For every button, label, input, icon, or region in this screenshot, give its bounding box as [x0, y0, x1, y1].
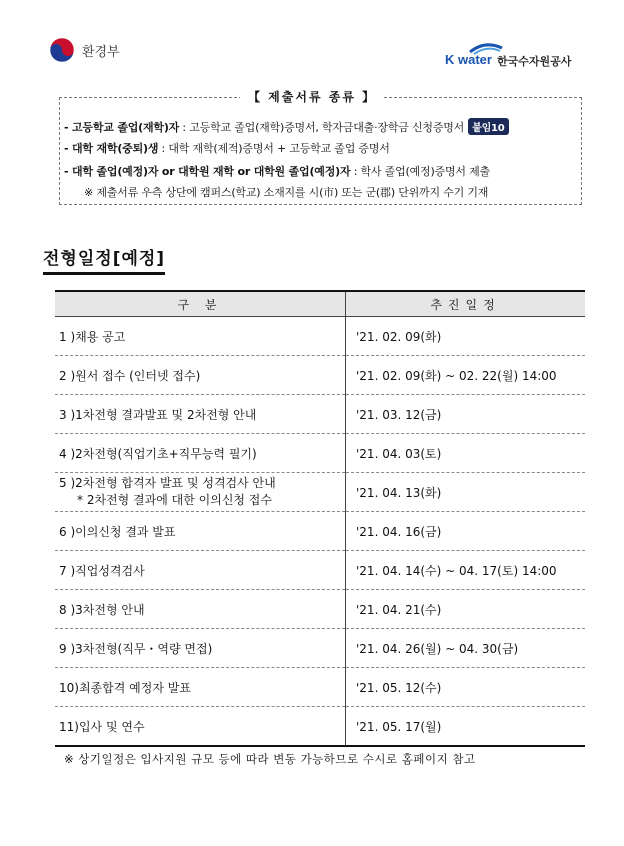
date-cell: '21. 03. 12(금) [346, 395, 586, 434]
doc-line-text: : 학사 졸업(예정)증명서 제출 [350, 165, 490, 178]
date-cell: '21. 04. 16(금) [346, 512, 586, 551]
step-main: 5 )2차전형 합격자 발표 및 성격검사 안내 [59, 476, 276, 490]
table-row [55, 629, 585, 668]
doc-line-text: : 고등학교 졸업(재학)증명서, 학자금대출·장학금 신청증명서 [179, 121, 465, 134]
table-row [55, 590, 585, 629]
schedule-table [55, 290, 585, 747]
header-schedule: 추진일정 [346, 291, 586, 317]
step-cell [55, 473, 346, 512]
step-cell: 9 )3차전형(직무・역량 면접) [55, 629, 346, 668]
table-row [55, 317, 585, 356]
step-sub-note: * 2차전형 결과에 대한 이의신청 접수 [77, 493, 272, 507]
date-cell: '21. 02. 09(화) ~ 02. 22(월) 14:00 [346, 356, 586, 395]
date-cell: '21. 04. 14(수) ~ 04. 17(토) 14:00 [346, 551, 586, 590]
date-cell: '21. 04. 13(화) [346, 473, 586, 512]
ministry-name: 환경부 [82, 45, 120, 60]
section-title: 전형일정[예정] [43, 244, 165, 275]
documents-title: 【 제출서류 종류 】 [240, 88, 384, 105]
doc-line-label: - 대학 졸업(예정)자 or 대학원 재학 or 대학원 졸업(예정)자 [64, 165, 351, 178]
doc-note: ※ 제출서류 우측 상단에 캠퍼스(학교) 소재지를 시(市) 또는 군(郡) 단위까지 수기 기재 [84, 186, 489, 199]
step-cell: 2 )원서 접수 (인터넷 접수) [55, 356, 346, 395]
date-cell: '21. 04. 26(월) ~ 04. 30(금) [346, 629, 586, 668]
doc-line-highschool [64, 118, 509, 135]
table-header-row [55, 291, 585, 317]
ministry-emblem-icon [49, 37, 75, 63]
doc-line-label: - 대학 재학(중퇴)생 [64, 142, 159, 155]
step-cell: 4 )2차전형(직업기초+직무능력 필기) [55, 434, 346, 473]
table-row [55, 356, 585, 395]
doc-line-label: - 고등학교 졸업(재학)자 [64, 121, 180, 134]
doc-line-text: : 대학 재학(제적)증명서 + 고등학교 졸업 증명서 [158, 142, 390, 155]
kwater-name: 한국수자원공사 [497, 55, 572, 68]
step-cell: 1 )채용 공고 [55, 317, 346, 356]
table-row [55, 707, 585, 747]
header-category: 구 분 [55, 291, 346, 317]
table-row [55, 512, 585, 551]
step-cell: 11)입사 및 연수 [55, 707, 346, 747]
page-header [0, 0, 624, 80]
date-cell: '21. 05. 17(월) [356, 719, 442, 734]
table-row [55, 434, 585, 473]
step-cell: 3 )1차전형 결과발표 및 2차전형 안내 [55, 395, 346, 434]
doc-line-university-student [64, 140, 390, 156]
table-row [55, 473, 585, 512]
table-row [55, 668, 585, 707]
step-cell: 6 )이의신청 결과 발표 [55, 512, 346, 551]
date-cell: '21. 05. 12(수) [346, 668, 586, 707]
kwater-logo-text: K water [445, 52, 492, 67]
schedule-footnote: ※ 상기일정은 입사지원 규모 등에 따라 변동 가능하므로 수시로 홈페이지 참고 [64, 752, 476, 766]
table-row [55, 395, 585, 434]
step-cell: 7 )직업성격검사 [55, 551, 346, 590]
step-cell: 8 )3차전형 안내 [55, 590, 346, 629]
date-cell: '21. 02. 09(화) [346, 317, 586, 356]
doc-line-graduate [64, 163, 490, 179]
table-row [55, 551, 585, 590]
attachment-badge: 붙임10 [468, 118, 508, 135]
step-cell: 10)최종합격 예정자 발표 [55, 668, 346, 707]
date-cell: '21. 04. 21(수) [346, 590, 586, 629]
date-cell: '21. 04. 03(토) [346, 434, 586, 473]
